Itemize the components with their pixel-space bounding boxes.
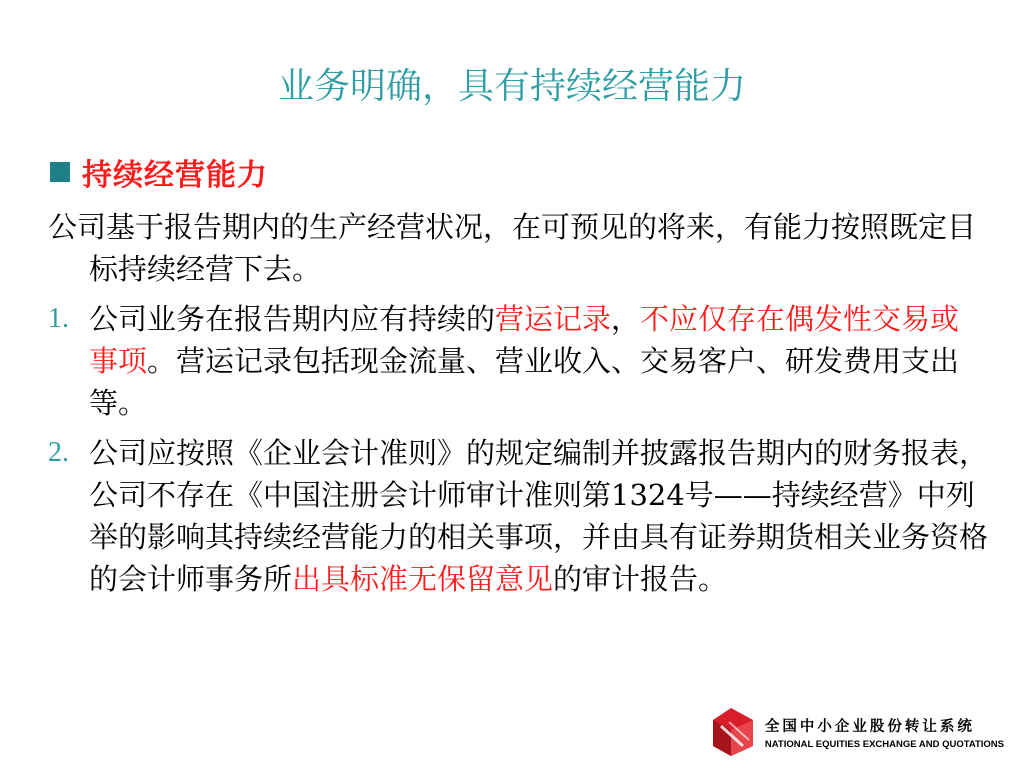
list-item-1 [48, 298, 988, 424]
slide-title: 业务明确，具有持续经营能力 [277, 66, 746, 107]
neeq-logo [709, 704, 1004, 760]
logo-name-cn: 全国中小企业股份转让系统 [764, 718, 975, 735]
highlight-operating-record: 营运记录 [495, 302, 612, 336]
section-heading-text: 持续经营能力 [82, 158, 268, 193]
square-bullet-icon [50, 162, 70, 182]
neeq-emblem-icon [709, 706, 757, 758]
highlight-unqualified-opinion: 出具标准无保留意见 [292, 562, 554, 596]
intro-paragraph: 公司基于报告期内的生产经营状况，在可预见的将来，有能力按照既定目标持续经营下去。 [48, 210, 977, 286]
logo-name-en: NATIONAL EQUITIES EXCHANGE AND QUOTATIONS [764, 738, 1004, 750]
list-item-text [89, 298, 988, 424]
text-segment: 公司应按照《企业会计准则》的规定编制并披露报告期内的财务报表，公司不存在《中国注册会计师审计准则第1324号——持续经营》中列举的影响其持续经营能力的相关事项，并由具有证券期货相关业务资格的会计师事务所 [89, 436, 989, 596]
text-segment: ， [611, 302, 641, 336]
slide-body [48, 206, 988, 600]
section-heading [50, 150, 268, 194]
logo-text [765, 715, 1004, 750]
list-item-2 [48, 432, 988, 600]
list-item-text [89, 432, 988, 600]
text-segment: 公司业务在报告期内应有持续的 [89, 302, 496, 336]
list-number: 1. [48, 303, 69, 334]
list-number: 2. [48, 437, 69, 468]
text-segment: 。营运记录包括现金流量、营业收入、交易客户、研发费用支出等。 [89, 344, 960, 420]
text-segment: 的审计报告。 [553, 562, 728, 596]
highlight-not-occasional: 不应仅存在偶发性交易或事项 [89, 302, 960, 378]
